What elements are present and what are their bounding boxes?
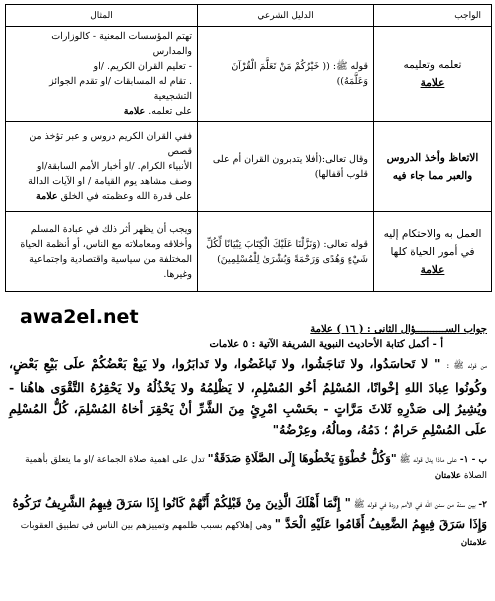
example-line: على قدرة الله وعظمته في الخلق علامة	[36, 191, 192, 202]
evidence-cell: قوله تعالى: (وَنَزَّلْنَا عَلَيْكَ الْكِتَابَ تِبْيَانًا لِّكُلِّ شَيْءٍ وَهُدًى وَرَحْمَةً وَبُشْرَىٰ لِلْمُسْلِمِينَ)	[198, 212, 374, 292]
duties-table	[5, 4, 492, 292]
example-mark: علامة	[36, 191, 58, 202]
duty-cell	[374, 27, 492, 122]
question-b1	[9, 450, 487, 484]
duty-mark: علامة	[420, 77, 445, 89]
b1-quote: "وَكُلُّ خُطْوَةٍ يَخْطُوهَا إِلَى الصَّلَاةِ صَدَقَةٌ"	[207, 451, 397, 465]
b1-label: ب - ١-	[459, 455, 487, 465]
duty-text: الاتعاظ وأخذ الدروس والعبر مما جاء فيه	[386, 151, 479, 182]
example-cell	[6, 122, 198, 212]
header-example: المثال	[6, 5, 198, 27]
duty-mark: علامة	[420, 263, 445, 276]
duty-cell	[374, 122, 492, 212]
example-line: المختلفة من سياسية واقتصادية واجتماعية	[29, 253, 192, 265]
example-line: تهتم المؤسسات المعنية - كالوزارات والمدارس	[51, 31, 192, 57]
example-cell	[6, 27, 198, 122]
example-line: ويجب أن يظهر أثر ذلك في عبادة المسلم	[30, 223, 192, 235]
table-row	[6, 27, 492, 122]
header-duty: الواجب	[374, 5, 492, 27]
hadith-text	[9, 353, 487, 440]
b2-label: ٢-	[478, 500, 487, 510]
example-line: . تقام له المسابقات /او تقدم الجوائز التشجيعية	[49, 76, 192, 102]
site-watermark: awa2el.net	[20, 306, 139, 328]
example-line: وصف مشاهد يوم القيامة / او الآيات الدالة	[28, 176, 192, 187]
duty-text: العمل به والاحتكام إليه في أمور الحياة كلها	[383, 227, 482, 258]
example-cell	[6, 212, 198, 292]
question-b2	[9, 493, 487, 551]
b2-pre: بين سنة من سنن الله في الأمم وردة في قوله ﷺ	[353, 500, 476, 510]
b1-mark: علامتان	[434, 471, 461, 481]
table-header-row	[6, 5, 492, 27]
example-line: وأخلاقه ومعاملاته مع الناس، أو أنظمة الحياة	[20, 238, 192, 250]
b2-mark: علامتان	[460, 538, 487, 548]
duty-cell	[374, 212, 492, 292]
b2-quote: " إِنَّمَا أَهْلَكَ الَّذِينَ مِنْ قَبْلِكُمْ أَنَّهُمْ كَانُوا إِذَا سَرَقَ فِيهِمُ الشَّرِيفُ تَرَكُوهُ وَإِذَا سَرَقَ فِيهِمُ الضَّعِيفُ أَقَامُوا عَلَيْهِ الْحَدَّ "	[12, 496, 487, 531]
table-row	[6, 122, 492, 212]
example-line: على تعلمه. علامة	[123, 106, 192, 117]
b1-pre: على ماذا يدل قوله ﷺ	[399, 455, 458, 465]
evidence-cell: وقال تعالى:(أفلا يتدبرون القران أم على قلوب أقفالها)	[198, 122, 374, 212]
b1-answer: تدل على اهمية صلاة الجماعة /او ما يتعلق بأهمية الصلاة	[25, 455, 487, 481]
table-row	[6, 212, 492, 292]
hadith-body: " لا تَحاسَدُوا، ولا تَناجَشُوا، ولا تَباغَضُوا، ولا تَدابَرُوا، ولا يَبِعْ بَعْضُكُمْ علَى بَيْعِ بَعْضٍ، وكُونُوا عِبادَ اللهِ إخْوانًا، المُسْلِمُ أخُو المُسْلِمِ، لا يَظْلِمُهُ ولا يَخْذُلُهُ ولا يَحْقِرُهُ التَّقْوَى هاهُنا - ويُشِيرُ إلى صَدْرِهِ ثَلاثَ مَرَّاتٍ - بحَسْبِ امْرِئٍ مِنَ الشَّرِّ أنْ يَحْقِرَ أخاهُ المُسْلِمَ، كُلُّ المُسْلِمِ علَى المُسْلِمِ حَرامٌ ؛ دَمُهُ، ومالُهُ، وعِرْضُهُ"	[9, 356, 487, 437]
header-evidence: الدليل الشرعي	[198, 5, 374, 27]
evidence-cell: قوله ﷺ: (( خَيْرُكُمْ مَنْ تَعَلَّمَ الْقُرْآنَ وَعَلَّمَهُ))	[198, 27, 374, 122]
example-line: وغيرها.	[163, 268, 192, 280]
answer-section	[9, 322, 487, 551]
question-title: جواب الســــــــــؤال الثانى : ( ١٦ ) علامة	[310, 324, 487, 335]
example-line: ففي القران الكريم دروس و عبر تؤخذ من قصص	[29, 131, 192, 157]
duty-text: تعلمه وتعليمه	[403, 59, 462, 71]
b2-answer: وهي إهلاكهم بسبب ظلمهم وتمييزهم بين الناس في تطبيق العقوبات	[20, 521, 272, 531]
question-subtitle: أ - أكمل كتابة الأحاديث النبوية الشريفة الآتية : ٥ علامات	[209, 339, 443, 350]
example-mark: علامة	[123, 106, 146, 117]
example-line: الأنبياء الكرام. /او أخبار الأمم السابقة/او	[36, 161, 192, 172]
example-line: - تعليم القران الكريم. /او	[93, 61, 192, 72]
hadith-lead: من قوله ﷺ :	[446, 361, 487, 371]
